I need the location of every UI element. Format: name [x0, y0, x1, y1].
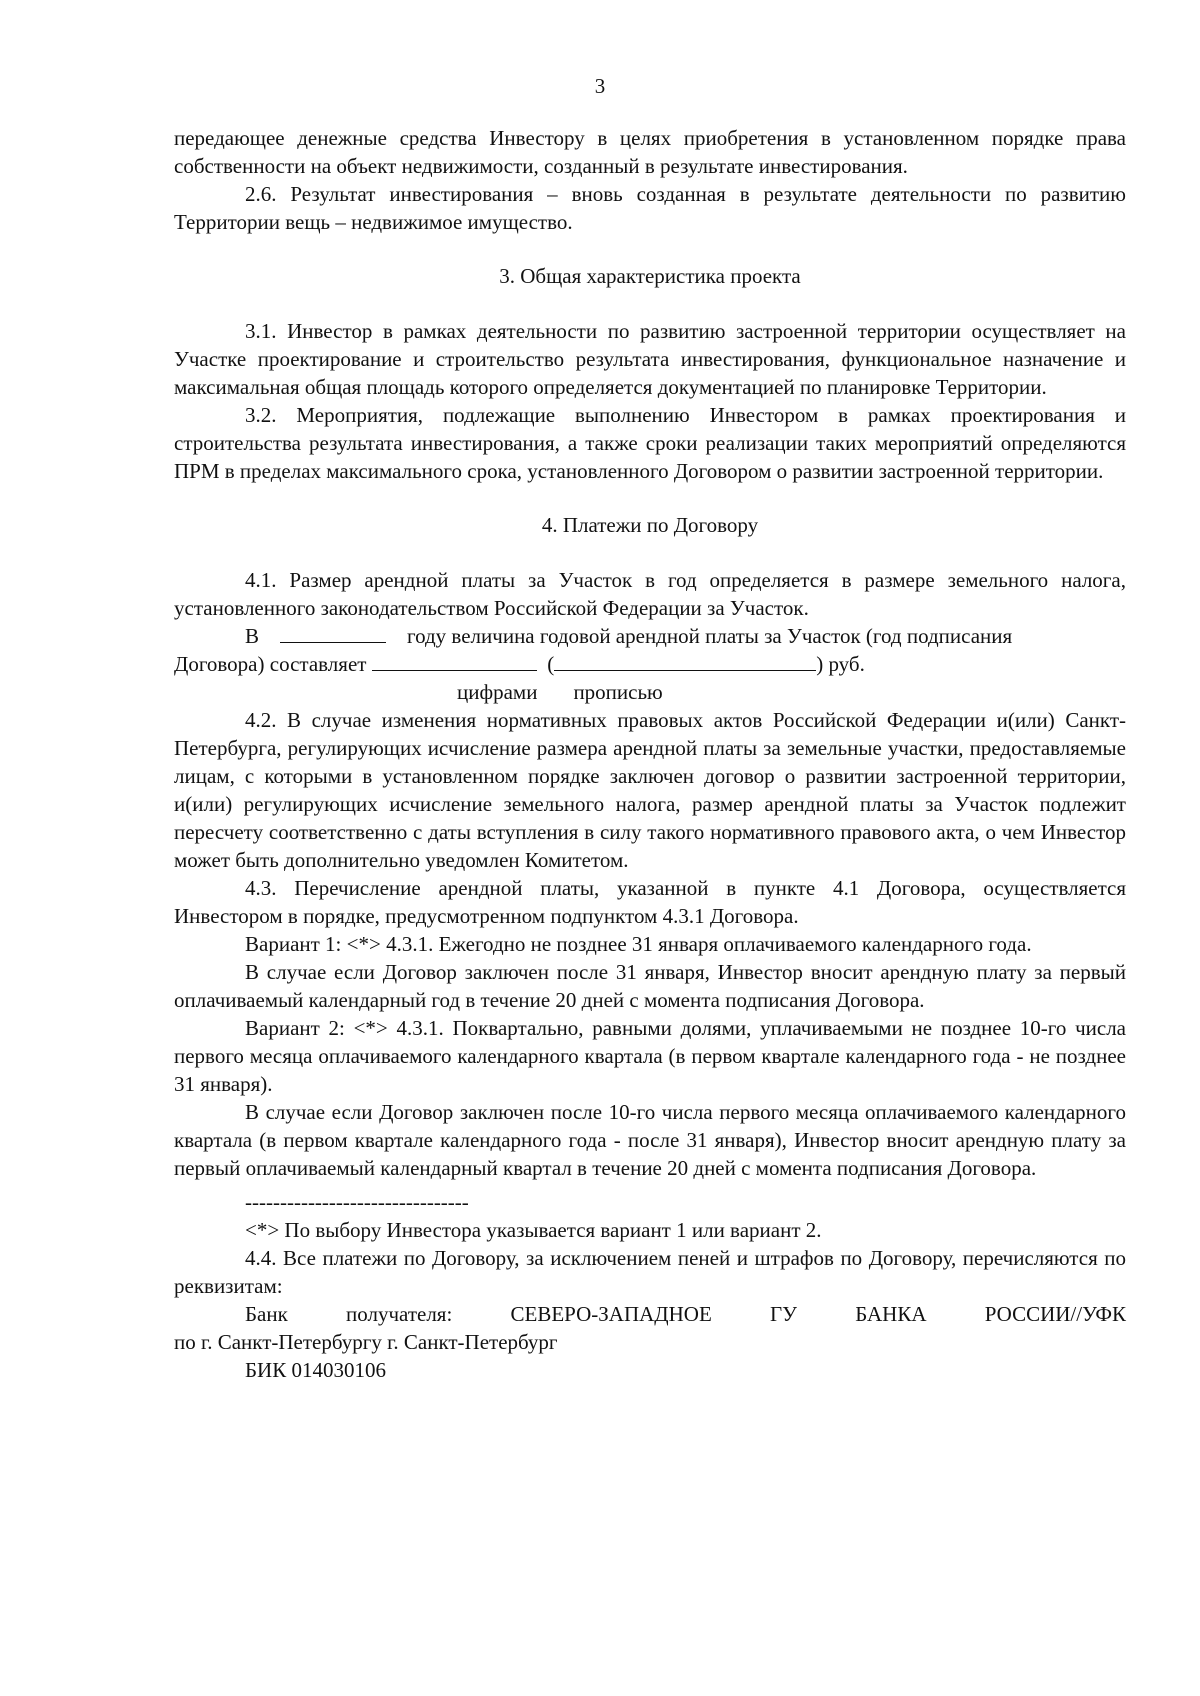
amount-words-blank-field — [554, 651, 816, 671]
variant-1: Вариант 1: <*> 4.3.1. Ежегодно не позднее 31 января оплачиваемого календарного года. — [245, 932, 1032, 956]
rent-line2-start: Договора) составляет — [174, 652, 367, 676]
hint-digits: цифрами — [457, 680, 538, 704]
rent-line2-end: ) руб. — [816, 652, 865, 676]
bank-recipient-city-line: по г. Санкт-Петербургу г. Санкт-Петербург — [174, 1330, 558, 1354]
paragraph-2-5-continuation: передающее денежные средства Инвестору в целях приобретения в установленном порядке права собственности на объект недвижимости, созданный в результате инвестирования. — [174, 126, 1126, 178]
rent-line1-end: году величина годовой арендной платы за Участок (год подписания — [407, 624, 1013, 648]
rent-line1-start: В — [245, 624, 260, 648]
paragraph-2-6: 2.6. Результат инвестирования – вновь созданная в результате деятельности по развитию Территории вещь – недвижимое имущество. — [174, 182, 1126, 234]
paragraph-3-1: 3.1. Инвестор в рамках деятельности по развитию застроенной территории осуществляет на Участке проектирование и строительство результата инвестирования, функциональное назначение и максимальная общая площадь которого определяется документацией по планировке Территории. — [174, 319, 1126, 399]
footnote: <*> По выбору Инвестора указывается вариант 1 или вариант 2. — [245, 1218, 822, 1242]
variant-2-note: В случае если Договор заключен после 10-го числа первого месяца оплачиваемого календарного квартала (в первом квартале календарного года - после 31 января), Инвестор вносит арендную плату за первый оплачиваемый календарный квартал в течение 20 дней с момента подписания Договора. — [174, 1100, 1126, 1180]
bik-line: БИК 014030106 — [245, 1358, 386, 1382]
hint-words: прописью — [573, 680, 663, 704]
page-number: 3 — [594, 74, 606, 98]
rent-amount-line — [174, 650, 1126, 678]
rent-line2-open-paren: ( — [547, 652, 555, 676]
paragraph-4-2: 4.2. В случае изменения нормативных правовых актов Российской Федерации и(или) Санкт-Петербурга, регулирующих исчисление размера арендной платы за земельные участки, предоставляемые лицам, с которыми в установленном порядке заключен договор о развитии застроенной территории, и(или) регулирующих исчисление земельного налога, размер арендной платы за Участок подлежит пересчету соответственно с даты вступления в силу такого нормативного правового акта, о чем Инвестор может быть дополнительно уведомлен Комитетом. — [174, 708, 1126, 872]
document-body — [174, 124, 1126, 1384]
year-blank-field — [280, 623, 386, 643]
footnote-separator: -------------------------------- — [245, 1190, 469, 1214]
paragraph-3-2: 3.2. Мероприятия, подлежащие выполнению Инвестором в рамках проектирования и строительства результата инвестирования, а также сроки реализации таких мероприятий определяются ПРМ в пределах максимального срока, установленного Договором о развитии застроенной территории. — [174, 403, 1126, 483]
section-4-heading: 4. Платежи по Договору — [541, 513, 759, 537]
bank-recipient-line: Банк получателя: СЕВЕРО-ЗАПАДНОЕ ГУ БАНКА РОССИИ//УФК — [245, 1302, 1126, 1326]
blank-field-hints — [174, 678, 1126, 706]
variant-1-note: В случае если Договор заключен после 31 января, Инвестор вносит арендную плату за первый оплачиваемый календарный год в течение 20 дней с момента подписания Договора. — [174, 960, 1126, 1012]
rent-year-line — [174, 622, 1126, 650]
amount-digits-blank-field — [372, 651, 537, 671]
paragraph-4-1: 4.1. Размер арендной платы за Участок в год определяется в размере земельного налога, установленного законодательством Российской Федерации за Участок. — [174, 568, 1126, 620]
variant-2: Вариант 2: <*> 4.3.1. Поквартально, равными долями, уплачиваемыми не позднее 10-го числа первого месяца оплачиваемого календарного квартала (в первом квартале календарного года - не позднее 31 января). — [174, 1016, 1126, 1096]
paragraph-4-3: 4.3. Перечисление арендной платы, указанной в пункте 4.1 Договора, осуществляется Инвестором в порядке, предусмотренном подпунктом 4.3.1 Договора. — [174, 876, 1126, 928]
paragraph-4-4: 4.4. Все платежи по Договору, за исключением пеней и штрафов по Договору, перечисляются по реквизитам: — [174, 1246, 1126, 1298]
section-3-heading: 3. Общая характеристика проекта — [499, 264, 801, 288]
